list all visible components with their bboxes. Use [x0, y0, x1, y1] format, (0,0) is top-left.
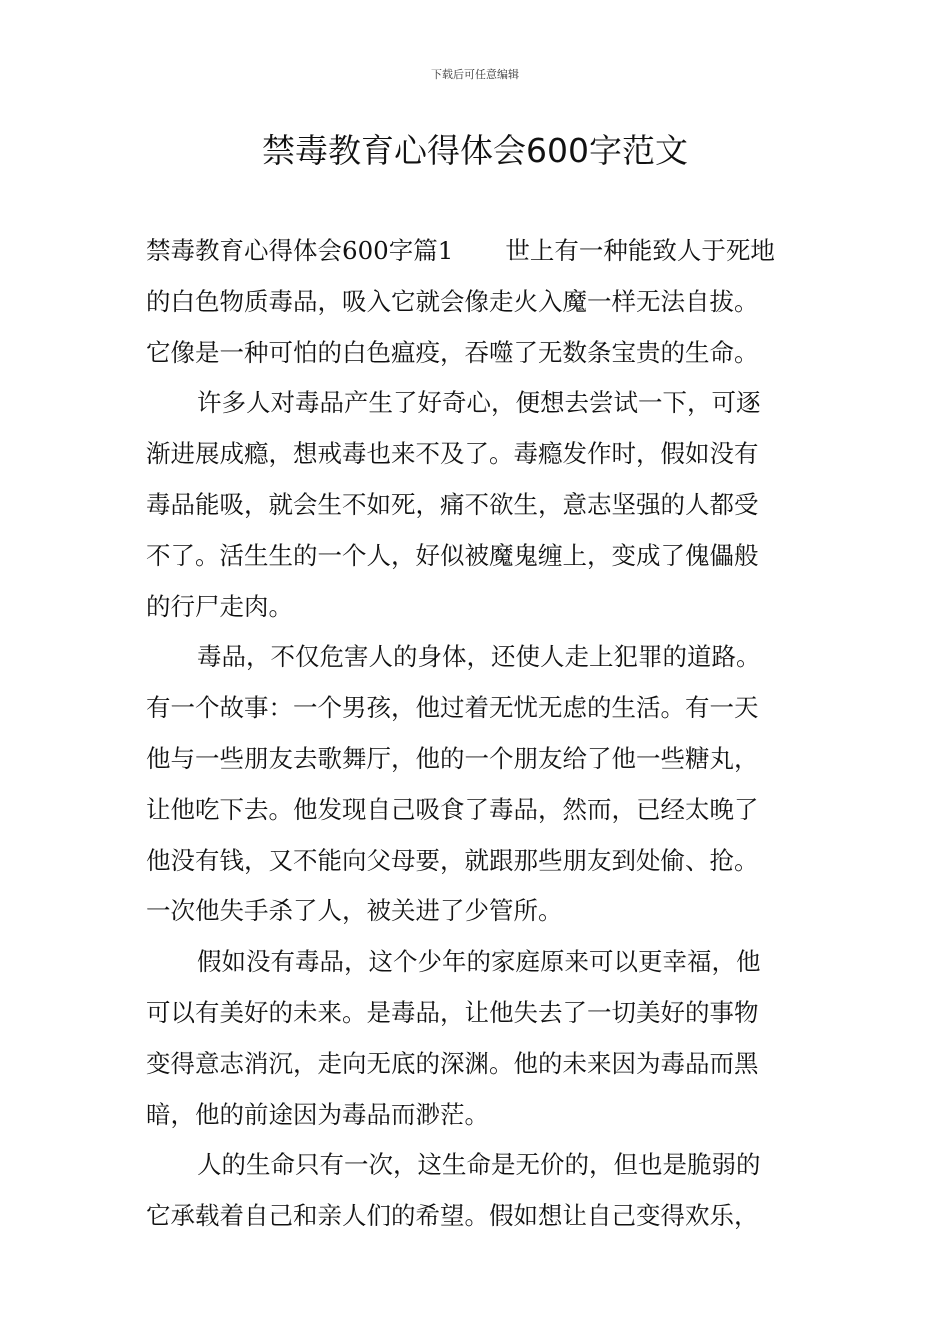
document-body	[146, 226, 810, 1242]
text-line: 的白色物质毒品，吸入它就会像走火入魔一样无法自拔。	[146, 286, 759, 316]
text-line: 有一个故事：一个男孩，他过着无忧无虑的生活。有一天	[146, 693, 759, 723]
text-line: 许多人对毒品产生了好奇心，便想去尝试一下，可逐	[197, 388, 761, 418]
text-line: 它像是一种可怕的白色瘟疫，吞噬了无数条宝贵的生命。	[146, 337, 759, 367]
text-line: 变得意志消沉，走向无底的深渊。他的未来因为毒品而黑	[146, 1048, 759, 1078]
text-line: 一次他失手杀了人，被关进了少管所。	[146, 896, 563, 926]
first-line-text: 世上有一种能致人于死地	[505, 236, 775, 265]
text-line: 毒品能吸，就会生不如死，痛不欲生，意志坚强的人都受	[146, 489, 759, 519]
first-line	[146, 226, 810, 277]
text-line: 让他吃下去。他发现自己吸食了毒品，然而，已经太晚了	[146, 794, 759, 824]
text-line: 渐进展成瘾，想戒毒也来不及了。毒瘾发作时，假如没有	[146, 439, 759, 469]
text-line: 的行尸走肉。	[146, 591, 293, 621]
text-lines	[146, 277, 810, 1242]
text-line: 人的生命只有一次，这生命是无价的，但也是脆弱的	[197, 1150, 761, 1180]
text-line: 暗，他的前途因为毒品而渺茫。	[146, 1099, 489, 1129]
text-line: 它承载着自己和亲人们的希望。假如想让自己变得欢乐，	[146, 1201, 759, 1231]
text-line: 他没有钱，又不能向父母要，就跟那些朋友到处偷、抢。	[146, 845, 759, 875]
text-line: 毒品，不仅危害人的身体，还使人走上犯罪的道路。	[197, 642, 761, 672]
page-header-note: 下载后可任意编辑	[431, 68, 519, 81]
text-line: 不了。活生生的一个人，好似被魔鬼缠上，变成了傀儡般	[146, 540, 759, 570]
document-title: 禁毒教育心得体会600字范文	[262, 131, 688, 170]
section-heading: 禁毒教育心得体会600字篇1	[146, 236, 454, 265]
text-line: 假如没有毒品，这个少年的家庭原来可以更幸福，他	[197, 947, 761, 977]
text-line: 可以有美好的未来。是毒品，让他失去了一切美好的事物	[146, 997, 759, 1027]
text-line: 他与一些朋友去歌舞厅，他的一个朋友给了他一些糖丸，	[146, 743, 759, 773]
